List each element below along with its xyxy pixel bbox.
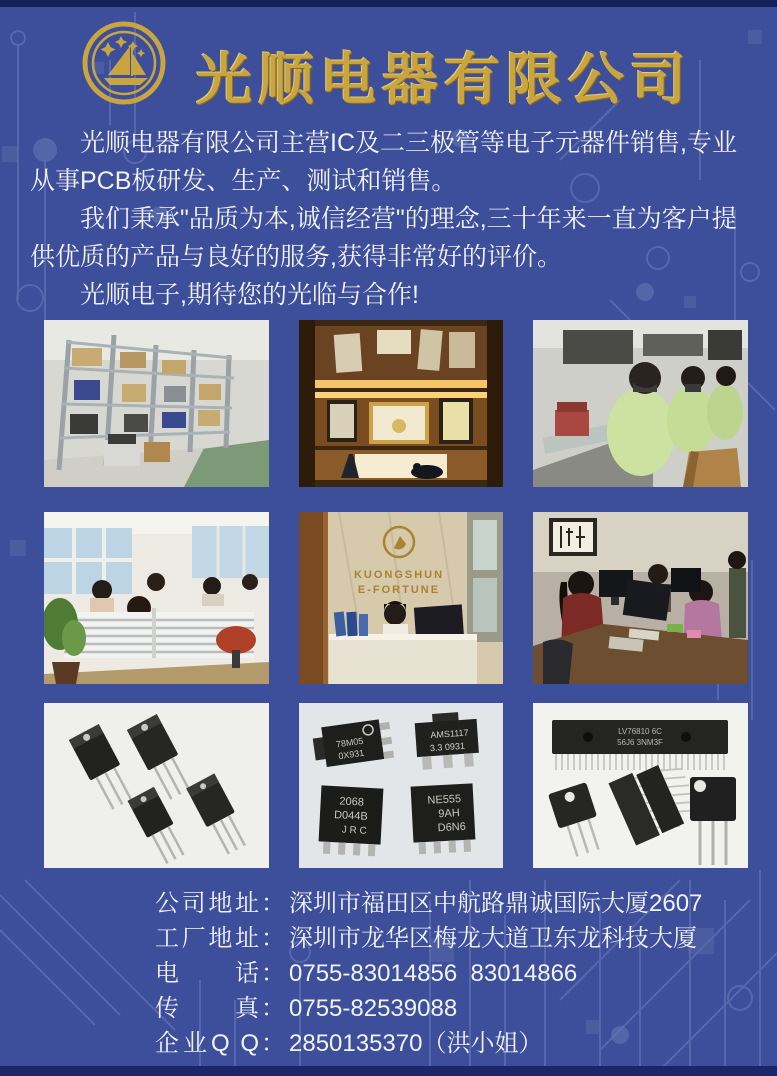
- chip-marking: J R C: [341, 824, 367, 837]
- photo-dip-ic-modules: [533, 703, 748, 868]
- photo-gallery: [44, 320, 748, 868]
- contact-value: 0755-82539088: [289, 995, 458, 1022]
- contact-row-company-address: [155, 886, 702, 921]
- chip-marking: 56J6 3NM3F: [617, 738, 663, 747]
- photo-reception-desk: [299, 512, 503, 684]
- chip-marking: 0X931: [337, 747, 365, 762]
- photo-assembly-line-workers: [533, 320, 748, 487]
- contact-separator: ：: [261, 925, 285, 952]
- contact-label: 公司地址: [155, 890, 259, 917]
- contact-row-phone: [155, 956, 702, 991]
- contact-label: 传真: [155, 995, 259, 1022]
- intro-paragraph-3: 光顺电子,期待您的光临与合作!: [80, 281, 419, 309]
- intro-paragraph-2: 我们秉承"品质为本,诚信经营"的理念,三十年来一直为客户提供优质的产品与良好的服务,获得非常好的评价。: [30, 205, 737, 271]
- photo-power-transistors: [44, 703, 269, 868]
- chip-marking: 78M05: [335, 735, 364, 750]
- photo-office-cubicles: [44, 512, 269, 684]
- contact-separator: ：: [261, 890, 285, 917]
- scan-edge-top: [0, 0, 777, 7]
- contact-value: 0755-83014856 83014866: [289, 960, 578, 987]
- contact-label: 企业Q Q: [155, 1030, 259, 1057]
- contact-value: 2850135370（洪小姐）: [289, 1030, 543, 1057]
- chip-marking: AMS1117: [430, 727, 469, 741]
- photo-smd-ic-chips: [299, 703, 503, 868]
- chip-marking: 9AH: [438, 807, 461, 821]
- reception-sign-line1: KUONGSHUN: [353, 569, 445, 581]
- contact-label: 工厂地址: [155, 925, 259, 952]
- chip-marking: D044B: [333, 809, 369, 823]
- gallery-row-1: [44, 320, 748, 487]
- contact-label: 电话: [155, 960, 259, 987]
- contact-separator: ：: [261, 1030, 285, 1057]
- chip-marking: D6N6: [437, 820, 467, 835]
- intro-text: [30, 124, 747, 314]
- contact-row-fax: [155, 991, 702, 1026]
- contact-info: [155, 886, 702, 1061]
- contact-row-qq: [155, 1026, 702, 1061]
- header: [0, 18, 777, 118]
- chip-marking: LV76810 6C: [618, 727, 662, 736]
- photo-award-display-cabinet: [299, 320, 503, 487]
- contact-value: 深圳市福田区中航路鼎诚国际大厦2607: [289, 890, 703, 917]
- chip-marking: 3.3 0931: [429, 740, 466, 754]
- scan-edge-bottom: [0, 1066, 777, 1076]
- photo-office-workstations: [533, 512, 748, 684]
- chip-marking: NE555: [427, 793, 462, 807]
- reception-sign-line2: E-FORTUNE: [357, 584, 441, 596]
- company-name-title: 光顺电器有限公司: [196, 48, 692, 111]
- contact-separator: ：: [261, 995, 285, 1022]
- photo-warehouse-shelves: [44, 320, 269, 487]
- chip-marking: 2068: [339, 795, 365, 809]
- contact-value: 深圳市龙华区梅龙大道卫东龙科技大厦: [289, 925, 697, 952]
- company-logo-sailboat-icon: [78, 20, 170, 108]
- gallery-row-2: [44, 512, 748, 684]
- gallery-row-3: [44, 703, 748, 868]
- contact-row-factory-address: [155, 921, 702, 956]
- intro-paragraph-1: 光顺电器有限公司主营IC及二三极管等电子元器件销售,专业从事PCB板研发、生产、测试和销售。: [30, 129, 737, 195]
- contact-separator: ：: [261, 960, 285, 987]
